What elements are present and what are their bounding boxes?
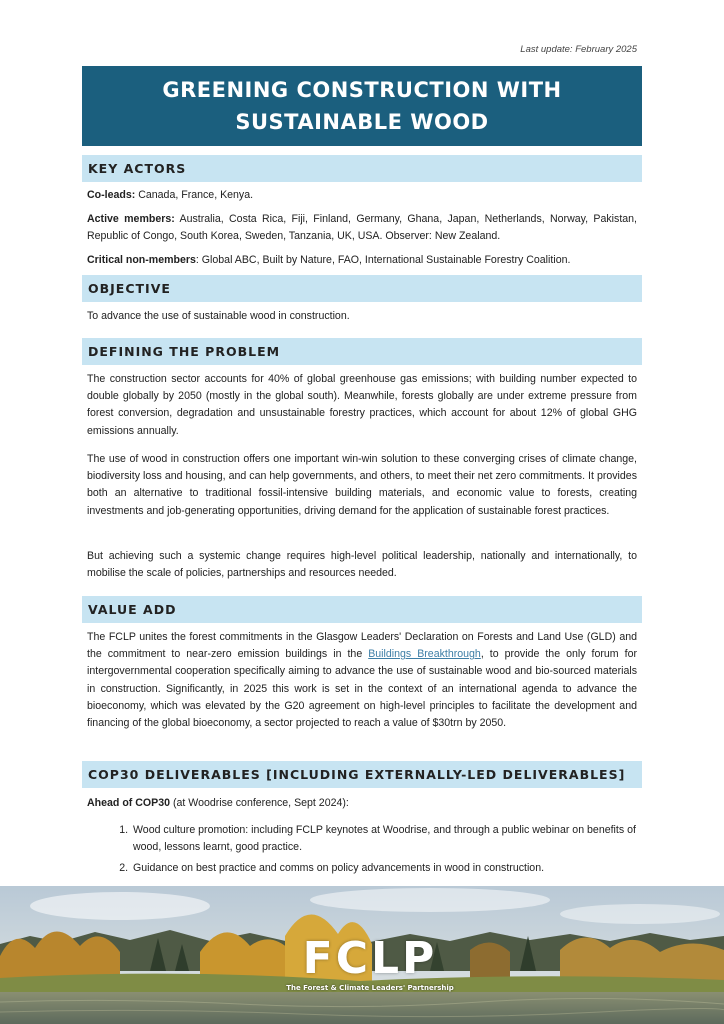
ahead-of-cop30-paragraph — [87, 795, 637, 812]
coleads-label: Co-leads: — [87, 189, 136, 201]
fclp-logo-subtitle: The Forest & Climate Leaders' Partnership — [286, 984, 454, 992]
fclp-logo-text: FCLP — [302, 933, 438, 984]
critical-non-members-label: Critical non-members — [87, 254, 196, 266]
coleads-paragraph — [87, 187, 637, 204]
critical-non-members-paragraph — [87, 252, 637, 269]
problem-paragraph-3: But achieving such a systemic change requires high-level political leadership, nationally and internationally, to mobilise the scale of policies, partnerships and resources needed. — [87, 550, 637, 580]
objective-text: To advance the use of sustainable wood in construction. — [87, 310, 350, 322]
fclp-logo — [285, 935, 455, 1005]
deliverables-heading: COP30 DELIVERABLES [INCLUDING EXTERNALLY-LED DELIVERABLES] — [82, 761, 642, 788]
problem-paragraph-1: The construction sector accounts for 40% of global greenhouse gas emissions; with building number expected to double globally by 2050 (mostly in the global south). Meanwhile, forests globally are under extreme pressure from forest conversion, degradation and unsustainable forestry practices, which account for about 12% of global GHG emissions annually. — [87, 373, 637, 437]
coleads-text: Canada, France, Kenya. — [135, 189, 254, 201]
deliverable-item-1: 1. Wood culture promotion: including FCLP keynotes at Woodrise, and through a public webinar on benefits of wood, lessons learnt, good practice. — [131, 822, 659, 856]
ahead-of-cop30-label: Ahead of COP30 — [87, 797, 171, 809]
title-line-1: GREENING CONSTRUCTION WITH — [162, 78, 562, 102]
value-add-heading: VALUE ADD — [82, 596, 642, 623]
problem-heading: DEFINING THE PROBLEM — [82, 338, 642, 365]
active-members-label: Active members: — [87, 213, 175, 225]
active-members-text: Australia, Costa Rica, Fiji, Finland, Germany, Ghana, Japan, Netherlands, Norway, Pakistan, Republic of Congo, South Korea, Sweden, Tanzania, UK, USA. Observer: New Zealand. — [87, 213, 637, 243]
value-add-text-before: The FCLP unites the forest commitments in the Glasgow Leaders' Declaration on Forests and Land Use (GLD) and the commitment to near-zero emission buildings in the — [87, 631, 637, 661]
objective-heading: OBJECTIVE — [82, 275, 642, 302]
critical-non-members-text: : Global ABC, Built by Nature, FAO, International Sustainable Forestry Coalition. — [195, 254, 571, 266]
last-update: Last update: February 2025 — [520, 44, 637, 55]
problem-paragraph-2: The use of wood in construction offers one important win-win solution to these converging crises of climate change, biodiversity loss and housing, and can help governments, and others, to meet their net zero commitments. It provides both an alternative to traditional fossil-intensive building materials, and economic value to forests, creating investments and job-generating opportunities, driving demand for the application of sustainable forest practices. — [87, 453, 637, 517]
deliverables-list — [110, 822, 659, 882]
page-title — [82, 66, 642, 146]
deliverable-item-2: 2. Guidance on best practice and comms on policy advancements in wood in construction. — [131, 860, 659, 877]
ahead-of-cop30-text: (at Woodrise conference, Sept 2024): — [170, 797, 349, 809]
active-members-paragraph — [87, 211, 637, 245]
value-add-paragraph — [87, 629, 637, 732]
title-line-2: SUSTAINABLE WOOD — [235, 110, 489, 134]
buildings-breakthrough-link[interactable]: Buildings Breakthrough — [368, 648, 481, 661]
value-add-text-after: , to provide the only forum for intergovernmental cooperation specifically aiming to advance the use of sustainable wood and bio-sourced materials in construction. Significantly, in 2025 this work is set in the context of an international agenda to advance the bioeconomy, which was elevated by the G20 agreement on high-level principles to facilitate the development and financing of the global bioeconomy, a sector projected to reach a value of $30trn by 2050. — [87, 648, 637, 730]
key-actors-heading: KEY ACTORS — [82, 155, 642, 182]
